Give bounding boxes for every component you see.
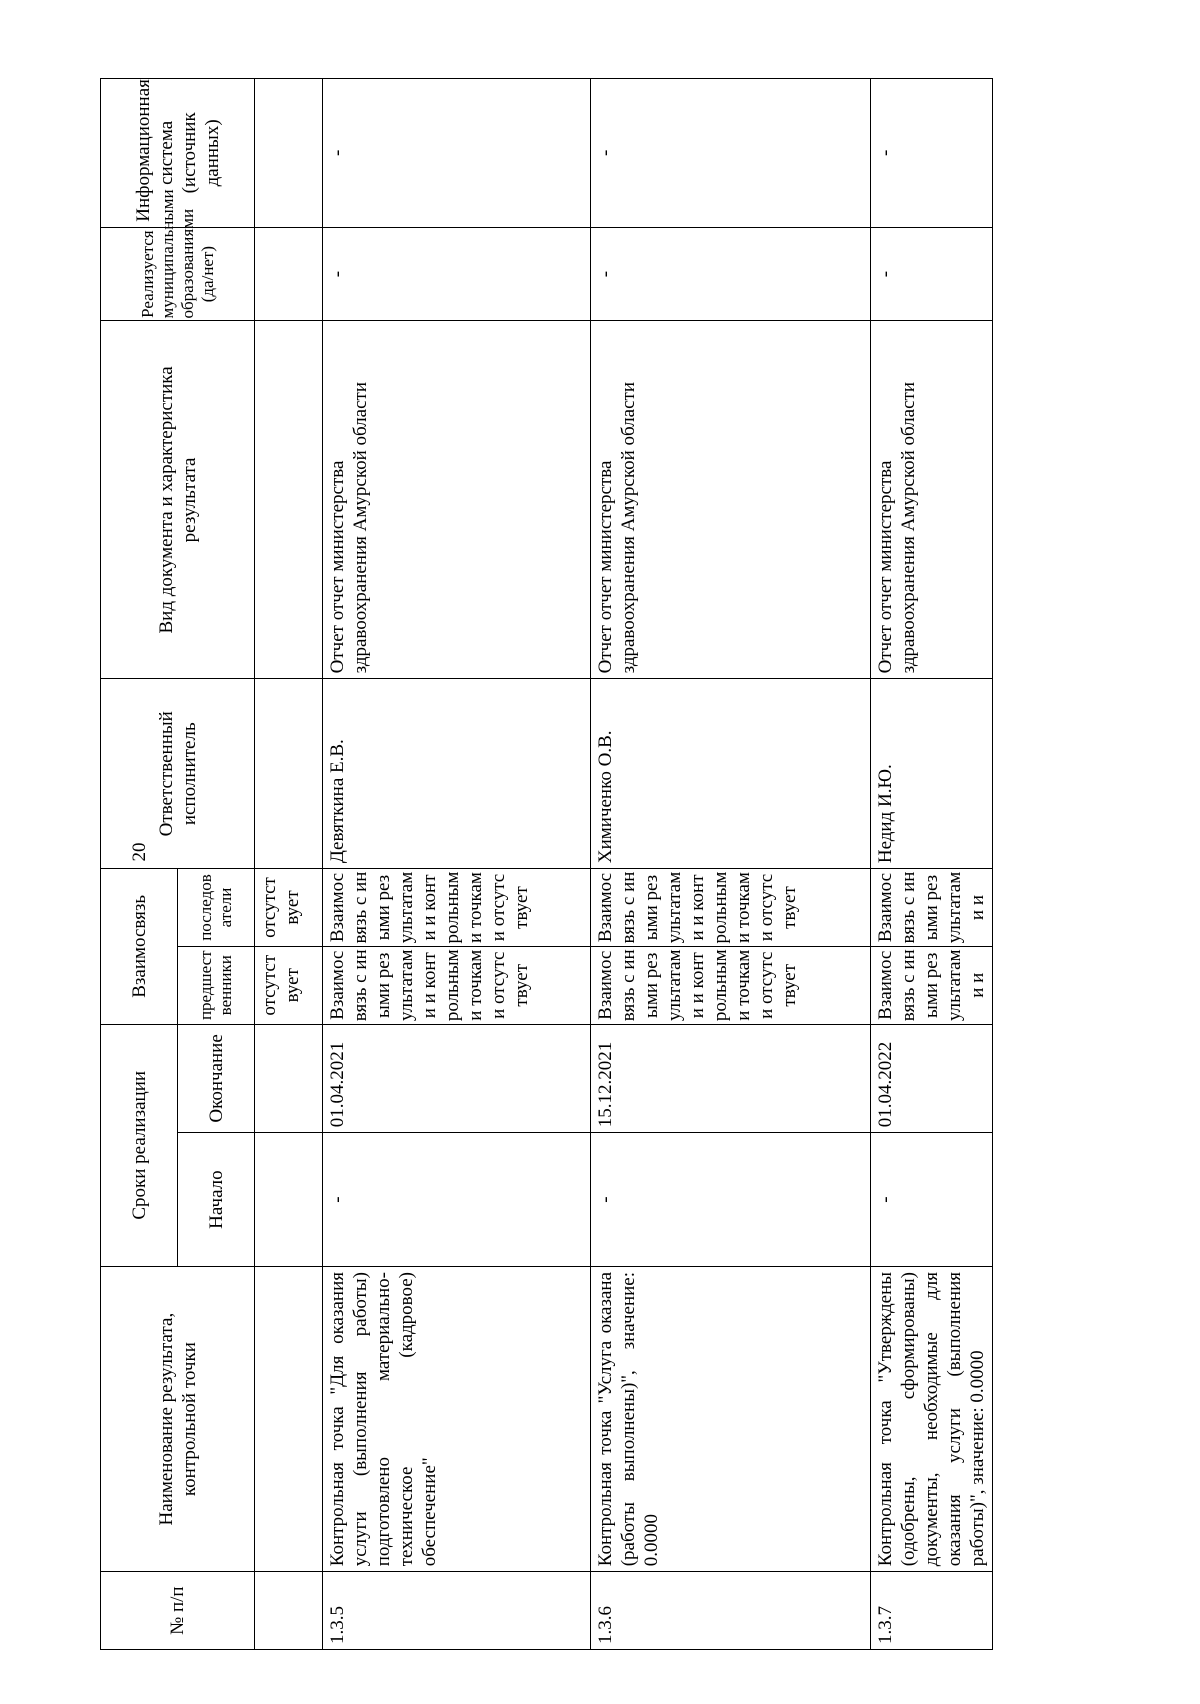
row-successors: Взаимосвязь с иными результатами и контрольными точками отсутствует: [323, 869, 591, 947]
row-successors: Взаимосвязь с иными результатами и контрольными точками отсутствует: [591, 869, 871, 947]
empty-cell: [255, 321, 323, 679]
header-name: Наименование результата, контрольной точки: [101, 1266, 255, 1571]
row-name: Контрольная точка "Утверждены (одобрены, сформированы) документы, необходимые для оказания услуги (выполнения работы)", значение: 0.0000: [871, 1266, 993, 1571]
row-num: 1.3.6: [591, 1572, 871, 1650]
row-info-system: -: [323, 79, 591, 228]
header-info-system: Информационная система (источник данных): [101, 79, 255, 228]
row-responsible: Химиченко О.В.: [591, 679, 871, 869]
row-start: -: [323, 1133, 591, 1267]
header-predecessors: предшественники: [178, 946, 255, 1024]
table-row: [871, 79, 993, 1650]
row-name: Контрольная точка "Для оказания услуги (выполнения работы) подготовлено материально-техническое (кадровое) обеспечение": [323, 1266, 591, 1571]
table-row: [323, 79, 591, 1650]
row-doc-type: Отчет отчет министерства здравоохранения Амурской области: [323, 321, 591, 679]
empty-cell: [255, 79, 323, 228]
row-name: Контрольная точка "Услуга оказана (работы выполнены)", значение: 0.0000: [591, 1266, 871, 1571]
row-successors: Взаимосвязь с иными результатами и: [871, 869, 993, 947]
row-end: 15.12.2021: [591, 1024, 871, 1133]
header-doc-type: Вид документа и характеристика результата: [101, 321, 255, 679]
row-municipal: -: [591, 227, 871, 321]
empty-cell: [255, 1024, 323, 1133]
header-terms: Сроки реализации: [101, 1024, 178, 1266]
row-end: 01.04.2022: [871, 1024, 993, 1133]
row-doc-type: Отчет отчет министерства здравоохранения Амурской области: [591, 321, 871, 679]
empty-cell: [255, 1133, 323, 1267]
header-row-1: [101, 79, 178, 1650]
header-start: Начало: [178, 1133, 255, 1267]
header-relation: Взаимосвязь: [101, 869, 178, 1024]
header-end: Окончание: [178, 1024, 255, 1133]
row-responsible: Недид И.Ю.: [871, 679, 993, 869]
empty-cell: [255, 679, 323, 869]
row-predecessors: Взаимосвязь с иными результатами и: [871, 946, 993, 1024]
row-info-system: -: [871, 79, 993, 228]
empty-row-successors: отсутствует: [255, 869, 323, 947]
row-start: -: [871, 1133, 993, 1267]
row-start: -: [591, 1133, 871, 1267]
row-end: 01.04.2021: [323, 1024, 591, 1133]
empty-row: [255, 79, 323, 1650]
row-predecessors: Взаимосвязь с иными результатами и контрольными точками отсутствует: [591, 946, 871, 1024]
row-info-system: -: [591, 79, 871, 228]
page-number: 20: [129, 842, 150, 862]
row-predecessors: Взаимосвязь с иными результатами и контрольными точками отсутствует: [323, 946, 591, 1024]
row-num: 1.3.7: [871, 1572, 993, 1650]
row-municipal: -: [323, 227, 591, 321]
empty-cell: [255, 1572, 323, 1650]
header-municipal: Реализуется муниципальными образованиями (да/нет): [101, 227, 255, 321]
row-doc-type: Отчет отчет министерства здравоохранения Амурской области: [871, 321, 993, 679]
header-successors: последователи: [178, 869, 255, 947]
table-row: [591, 79, 871, 1650]
header-num: № п/п: [101, 1572, 255, 1650]
row-num: 1.3.5: [323, 1572, 591, 1650]
empty-row-predecessors: отсутствует: [255, 946, 323, 1024]
control-points-table: [100, 78, 993, 1650]
empty-cell: [255, 227, 323, 321]
rotated-table-container: [100, 78, 1118, 1650]
row-municipal: -: [871, 227, 993, 321]
header-responsible: Ответственный исполнитель: [101, 679, 255, 869]
row-responsible: Девяткина Е.В.: [323, 679, 591, 869]
empty-cell: [255, 1266, 323, 1571]
